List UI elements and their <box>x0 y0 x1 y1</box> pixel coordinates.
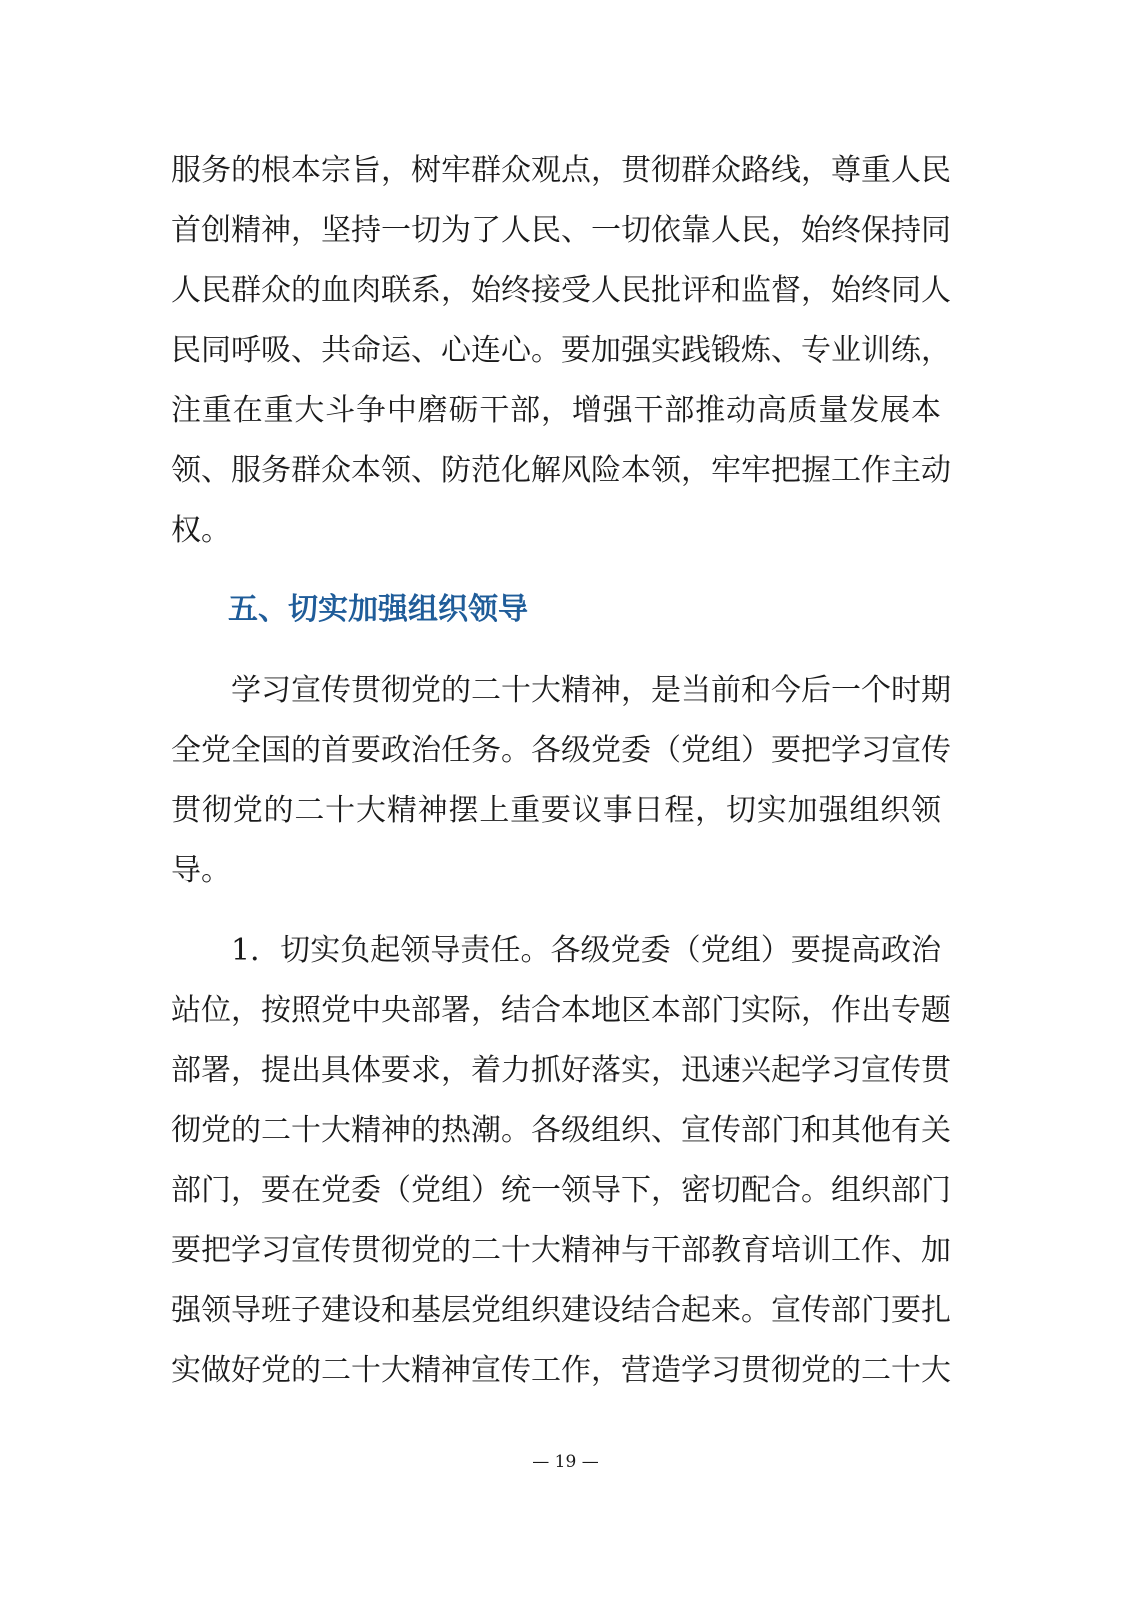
text-line: 首创精神，坚持一切为了人民、一切依靠人民，始终保持同 <box>171 213 951 248</box>
text-line: 实做好党的二十大精神宣传工作，营造学习贯彻党的二十大 <box>171 1353 951 1388</box>
text-line: 民同呼吸、共命运、心连心。要加强实践锻炼、专业训练， <box>171 333 951 368</box>
text-line: 贯彻党的二十大精神摆上重要议事日程，切实加强组织领 <box>171 793 941 828</box>
text-line: 站位，按照党中央部署，结合本地区本部门实际，作出专题 <box>171 993 951 1028</box>
page-number: — 19 — <box>532 1452 599 1472</box>
text-line: 彻党的二十大精神的热潮。各级组织、宣传部门和其他有关 <box>171 1113 951 1148</box>
text-line: 导。 <box>171 853 231 888</box>
text-line: 领、服务群众本领、防范化解风险本领，牢牢把握工作主动 <box>171 453 951 488</box>
text-line: 1．切实负起领导责任。各级党委（党组）要提高政治 <box>231 933 941 968</box>
text-line: 全党全国的首要政治任务。各级党委（党组）要把学习宣传 <box>171 733 951 768</box>
text-line: 要把学习宣传贯彻党的二十大精神与干部教育培训工作、加 <box>171 1233 951 1268</box>
text-line: 权。 <box>171 513 231 548</box>
text-line: 学习宣传贯彻党的二十大精神，是当前和今后一个时期 <box>231 673 951 708</box>
text-line: 人民群众的血肉联系，始终接受人民批评和监督，始终同人 <box>171 273 951 308</box>
text-line: 部署，提出具体要求，着力抓好落实，迅速兴起学习宣传贯 <box>171 1053 951 1088</box>
text-line: 注重在重大斗争中磨砺干部，增强干部推动高质量发展本 <box>171 393 941 428</box>
text-line: 服务的根本宗旨，树牢群众观点，贯彻群众路线，尊重人民 <box>171 153 951 188</box>
text-line: 部门，要在党委（党组）统一领导下，密切配合。组织部门 <box>171 1173 951 1208</box>
section-heading: 五、切实加强组织领导 <box>228 592 528 627</box>
text-line: 强领导班子建设和基层党组织建设结合起来。宣传部门要扎 <box>171 1293 951 1328</box>
